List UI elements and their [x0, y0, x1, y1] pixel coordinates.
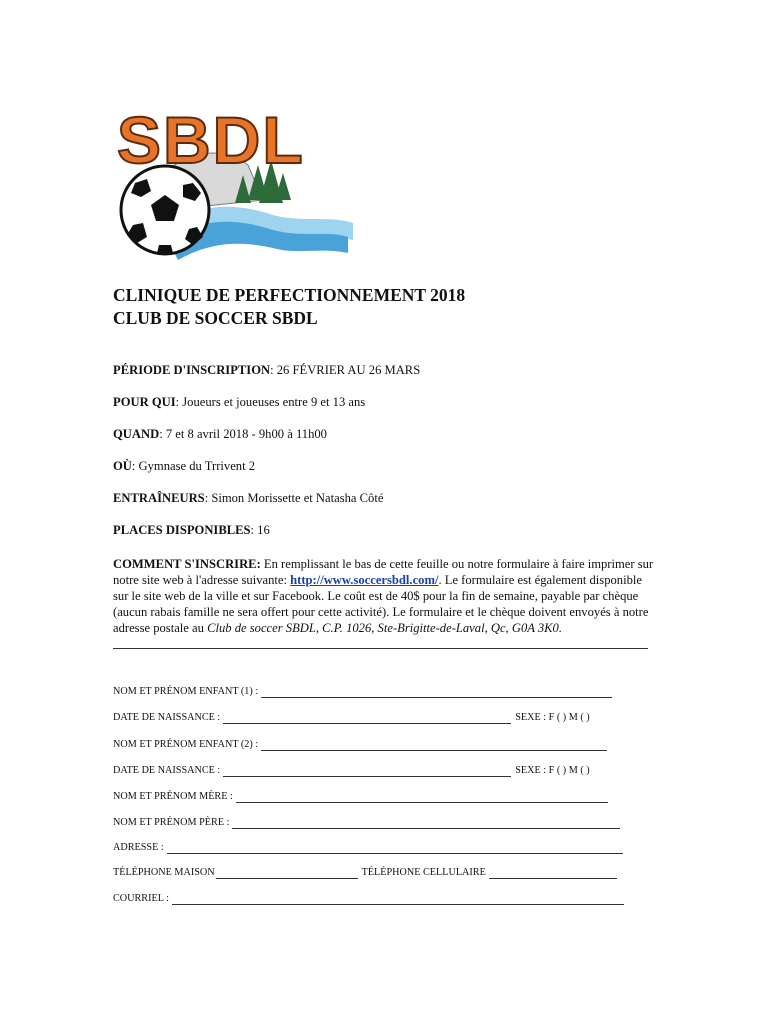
- child1-birth-field[interactable]: [223, 713, 511, 724]
- how-text-2: . Le formulaire est également disponible sur le site web de la ville et sur Facebook. Le coût est de 40$ pour la fin de semaine, payable par chèque (aucun rabais famille ne sera offert pour cette activité). Le formulaire et le chèque doivent envoyés à notre adresse postale au: [113, 573, 649, 635]
- address-label: ADRESSE :: [113, 842, 164, 853]
- mother-name-field[interactable]: [236, 792, 608, 803]
- home-phone-field[interactable]: [216, 868, 358, 879]
- logo-text: SBDL: [117, 105, 305, 177]
- child2-sex-options[interactable]: SEXE : F ( ) M ( ): [515, 765, 590, 776]
- entraineurs-value: : Simon Morissette et Natasha Côté: [204, 491, 384, 505]
- field-row-email: [113, 893, 624, 905]
- address-field[interactable]: [167, 843, 623, 854]
- info-entraineurs: [113, 490, 383, 506]
- ou-value: : Gymnase du Trrivent 2: [131, 459, 256, 473]
- website-link[interactable]: http://www.soccersbdl.com/: [290, 573, 439, 587]
- child1-name-label: NOM ET PRÉNOM ENFANT (1) :: [113, 686, 259, 697]
- info-periode: [113, 362, 420, 378]
- cell-phone-field[interactable]: [489, 868, 617, 879]
- places-label: PLACES DISPONIBLES: [113, 523, 251, 537]
- separator-line: [113, 648, 648, 649]
- info-quand: [113, 426, 327, 442]
- field-row-child1-name: [113, 686, 612, 698]
- field-row-child2-birth: [113, 765, 590, 777]
- field-row-phones: [113, 867, 617, 879]
- periode-value: : 26 FÉVRIER AU 26 MARS: [270, 363, 421, 377]
- info-qui: [113, 394, 365, 410]
- postal-address: Club de soccer SBDL, C.P. 1026, Ste-Brigitte-de-Laval, Qc, G0A 3K0.: [207, 621, 562, 635]
- child2-birth-field[interactable]: [223, 766, 511, 777]
- sbdl-logo: [113, 105, 358, 260]
- quand-value: : 7 et 8 avril 2018 - 9h00 à 11h00: [159, 427, 327, 441]
- how-label: COMMENT S'INSCRIRE:: [113, 557, 261, 571]
- quand-label: QUAND: [113, 427, 160, 441]
- child2-name-field[interactable]: [261, 740, 607, 751]
- qui-label: POUR QUI: [113, 395, 176, 409]
- entraineurs-label: ENTRAÎNEURS: [113, 491, 205, 505]
- title-line-2: CLUB DE SOCCER SBDL: [113, 308, 318, 328]
- document-title: [113, 284, 465, 330]
- child2-name-label: NOM ET PRÉNOM ENFANT (2) :: [113, 739, 259, 750]
- info-places: [113, 522, 270, 538]
- field-row-address: [113, 842, 623, 854]
- child1-birth-label: DATE DE NAISSANCE :: [113, 712, 221, 723]
- email-field[interactable]: [172, 894, 624, 905]
- qui-value: : Joueurs et joueuses entre 9 et 13 ans: [175, 395, 366, 409]
- child1-sex-options[interactable]: SEXE : F ( ) M ( ): [515, 712, 590, 723]
- field-row-child1-birth: [113, 712, 590, 724]
- registration-instructions: [113, 556, 658, 636]
- father-name-label: NOM ET PRÉNOM PÈRE :: [113, 817, 230, 828]
- cell-phone-label: TÉLÉPHONE CELLULAIRE: [361, 867, 486, 878]
- places-value: : 16: [250, 523, 270, 537]
- child1-name-field[interactable]: [261, 687, 612, 698]
- field-row-father-name: [113, 817, 620, 829]
- child2-birth-label: DATE DE NAISSANCE :: [113, 765, 221, 776]
- father-name-field[interactable]: [232, 818, 620, 829]
- ou-label: OÙ: [113, 459, 132, 473]
- mother-name-label: NOM ET PRÉNOM MÈRE :: [113, 791, 233, 802]
- field-row-mother-name: [113, 791, 608, 803]
- home-phone-label: TÉLÉPHONE MAISON: [113, 867, 215, 878]
- info-ou: [113, 458, 255, 474]
- title-line-1: CLINIQUE DE PERFECTIONNEMENT 2018: [113, 285, 466, 305]
- periode-label: PÉRIODE D'INSCRIPTION: [113, 363, 271, 377]
- field-row-child2-name: [113, 739, 607, 751]
- email-label: COURRIEL :: [113, 893, 169, 904]
- how-text-1: En remplissant le bas de cette feuille ou notre formulaire à faire imprimer sur notre site web à l'adresse suivante:: [113, 557, 654, 587]
- logo-soccer-ball: [121, 166, 209, 254]
